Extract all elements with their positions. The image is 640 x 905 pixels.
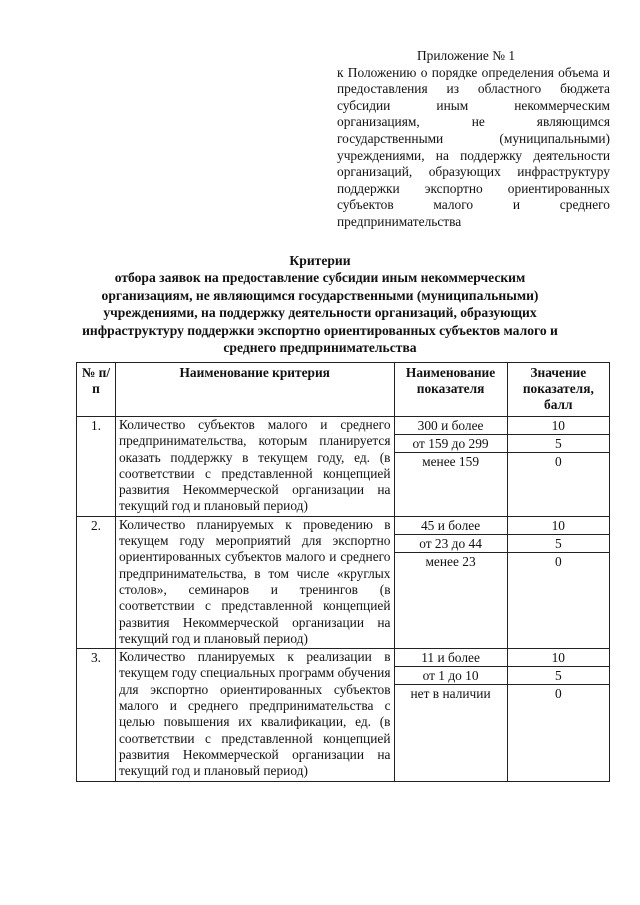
row-num: 1. — [77, 417, 116, 517]
row-criterion: Количество субъектов малого и среднего предпринимательства, которым планируется оказать поддержку в текущем году, ед. (в соответствии с представленной концепцией развития Некоммерческой организации на текущий год и плановый период) — [115, 417, 394, 517]
indicator-item: менее 159 — [422, 454, 480, 469]
row-values — [507, 516, 609, 648]
indicator-item: от 23 до 44 — [395, 535, 507, 553]
indicator-item: нет в наличии — [410, 686, 491, 702]
row-criterion: Количество планируемых к проведению в текущем году мероприятий для экспортно ориентированных субъектов малого и среднего предпринимательства, в том числе «круглых столов», семинаров и тренингов (в соответствии с представленной концепцией развития Некоммерческой организации на текущий год и плановый период) — [115, 516, 394, 648]
value-item: 0 — [554, 553, 562, 569]
row-num: 3. — [77, 649, 116, 781]
row-indicators — [394, 516, 507, 648]
header-indicator: Наименование показателя — [394, 363, 507, 417]
indicator-item: от 1 до 10 — [395, 667, 507, 685]
indicator-item: 45 и более — [395, 517, 507, 535]
row-indicators — [394, 649, 507, 781]
value-item: 5 — [508, 435, 609, 453]
indicator-item: 11 и более — [395, 649, 507, 667]
header-num: № п/п — [77, 363, 116, 417]
table-row — [77, 516, 610, 648]
criteria-table — [76, 362, 610, 782]
value-item: 5 — [508, 667, 609, 685]
header-criterion: Наименование критерия — [115, 363, 394, 417]
title-line-1: Критерии — [289, 253, 351, 268]
value-item: 10 — [508, 649, 609, 667]
value-item: 5 — [508, 535, 609, 553]
title-line-2: отбора заявок на предоставление субсидии иным некоммерческим организациям, не являющимся государственными (муниципальными) учреждениями, на поддержку деятельности организаций, образующих инфраструктуру поддержки экспортно ориентированных субъектов малого и среднего предпринимательства — [82, 270, 558, 356]
appendix-block — [337, 48, 610, 231]
header-value: Значение показателя, балл — [507, 363, 609, 417]
value-item: 0 — [554, 686, 562, 702]
indicator-item: от 159 до 299 — [395, 435, 507, 453]
appendix-text: к Положению о порядке определения объема и предоставления из областного бюджета субсидии иным некоммерческим организациям, не являющимся государственными (муниципальными) учреждениями, на поддержку деятельности организаций, образующих инфраструктуру поддержки экспортно ориентированных субъектов малого и среднего предпринимательства — [337, 64, 610, 229]
table-row — [77, 649, 610, 781]
row-criterion: Количество планируемых к реализации в текущем году специальных программ обучения для экспортно ориентированных субъектов малого и среднего предпринимательства с целью повышения их квалификации, ед. (в соответствии с представленной концепцией развития Некоммерческой организации на текущий год и плановый период) — [115, 649, 394, 781]
appendix-label: Приложение № 1 — [417, 48, 516, 63]
row-num: 2. — [77, 516, 116, 648]
row-indicators — [394, 417, 507, 517]
indicator-item: менее 23 — [425, 553, 476, 569]
row-values — [507, 649, 609, 781]
table-header-row — [77, 363, 610, 417]
indicator-item: 300 и более — [395, 417, 507, 435]
document-title — [70, 252, 570, 356]
row-values — [507, 417, 609, 517]
table-row — [77, 417, 610, 517]
value-item: 10 — [508, 417, 609, 435]
value-item: 10 — [508, 517, 609, 535]
value-item: 0 — [554, 454, 562, 469]
